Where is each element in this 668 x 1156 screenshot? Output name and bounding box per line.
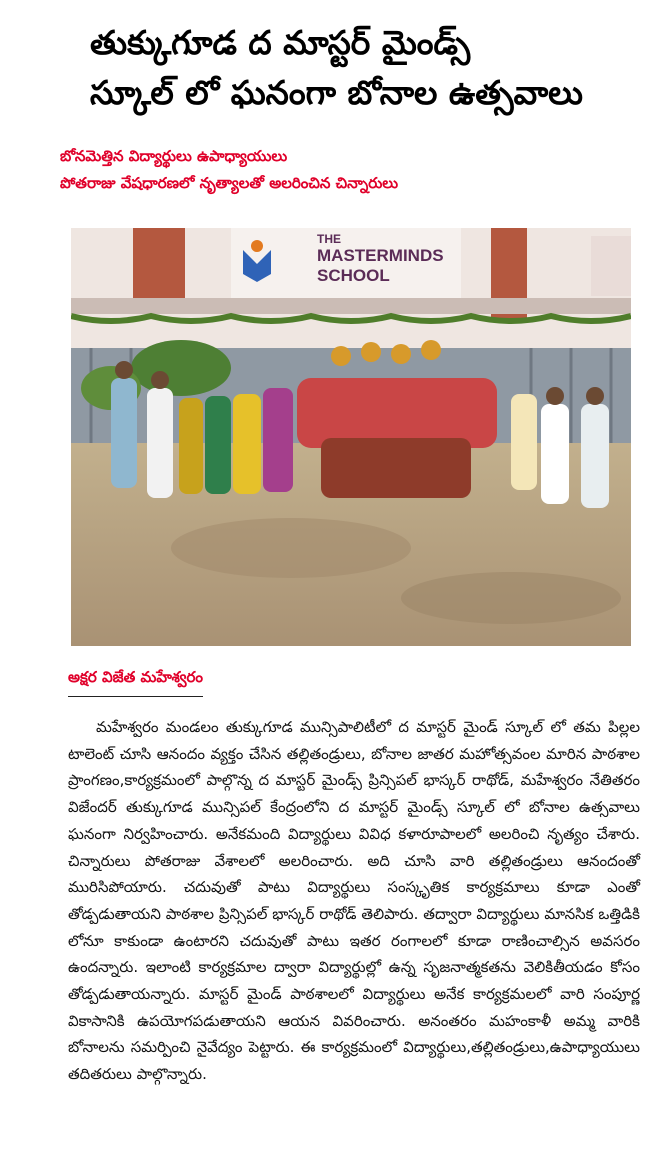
sign-text-2: MASTERMINDS — [317, 246, 444, 265]
photo-illustration — [71, 228, 631, 646]
sign-text-3: SCHOOL — [317, 266, 390, 285]
byline: అక్షర విజేత మహేశ్వరం — [68, 668, 203, 697]
article-body — [68, 714, 640, 1088]
event-photo — [71, 228, 631, 646]
headline-line-1: తుక్కుగూడ ద మాస్టర్ మైండ్స్ — [90, 23, 471, 62]
sign-text-1: THE — [317, 232, 341, 246]
subheadings — [60, 143, 620, 197]
headline — [60, 18, 660, 118]
article-text: మహేశ్వరం మండలం తుక్కుగూడ మున్సిపాలిటీలో ద మాస్టర్ మైండ్ స్కూల్ లో తమ పిల్లల టాలెంట్ చూసి ఆనందం వ్యక్తం చేసిన తల్లితండ్రులు, బోనాల జాతర మహోత్సవంల మారిన పాఠశాల ప్రాంగణం,కార్యక్రమంలో పాల్గొన్న ద మాస్టర్ మైండ్స్ ప్రిన్సిపల్ భాస్కర్ రాథోడ్, మహేశ్వరం నేతితరం విజేందర్ తుక్కుగూడ మున్సిపల్ కేంద్రంలోని ద మాస్టర్ మైండ్స్ స్కూల్ లో బోనాల ఉత్సవాలు ఘనంగా నిర్వహించారు. అనేకమంది విద్యార్థులు వివిధ కళారూపాలలో అలరించి నృత్యం చేశారు. చిన్నారులు పోతరాజు వేశాలలో అలరించారు. అది చూసి వారి తల్లితండ్రులు ఆనందంతో మురిసిపోయారు. చదువుతో పాటు విద్యార్థులు సంస్కృతిక కార్యక్రమాలు కూడా ఎంతో తోడ్పడుతాయని పాఠశాల ప్రిన్సిపల్ భాస్కర్ రాథోడ్ తెలిపారు. తద్వారా విద్యార్థులు మానసిక ఒత్తిడికి లోనూ కాకుండా ఉంటారని చదువుతో పాటు ఇతర రంగాలలో కూడా రాణించాల్సిన అవసరం ఉందన్నారు. ఇలాంటి కార్యక్రమాల ద్వారా విద్యార్థుల్లో ఉన్న సృజనాత్మకతను వెలికితీయడం కోసం తోడ్పడుతాయన్నారు. మాస్టర్ మైండ్ పాఠశాలలో విద్యార్థులు అనేక కార్యక్రమలలో వారి సంపూర్ణ వికాసానికి ఉపయోగపడుతాయని ఆయన వివరించారు. అనంతరం మహంకాళీ అమ్మ వారికి బోనాలను సమర్పించి నైవేద్యం పెట్టారు. ఈ కార్యక్రమంలో విద్యార్థులు,తల్లితండ్రులు,ఉపాధ్యాయులు తదితరులు పాల్గొన్నారు. — [68, 718, 640, 1084]
headline-line-2: స్కూల్ లో ఘనంగా బోనాల ఉత్సవాలు — [90, 73, 583, 112]
subheading-1: బోనమెత్తిన విద్యార్థులు ఉపాధ్యాయులు — [60, 147, 288, 165]
subheading-2: పోతరాజు వేషధారణలో నృత్యాలతో అలరించిన చిన్నారులు — [60, 174, 399, 192]
